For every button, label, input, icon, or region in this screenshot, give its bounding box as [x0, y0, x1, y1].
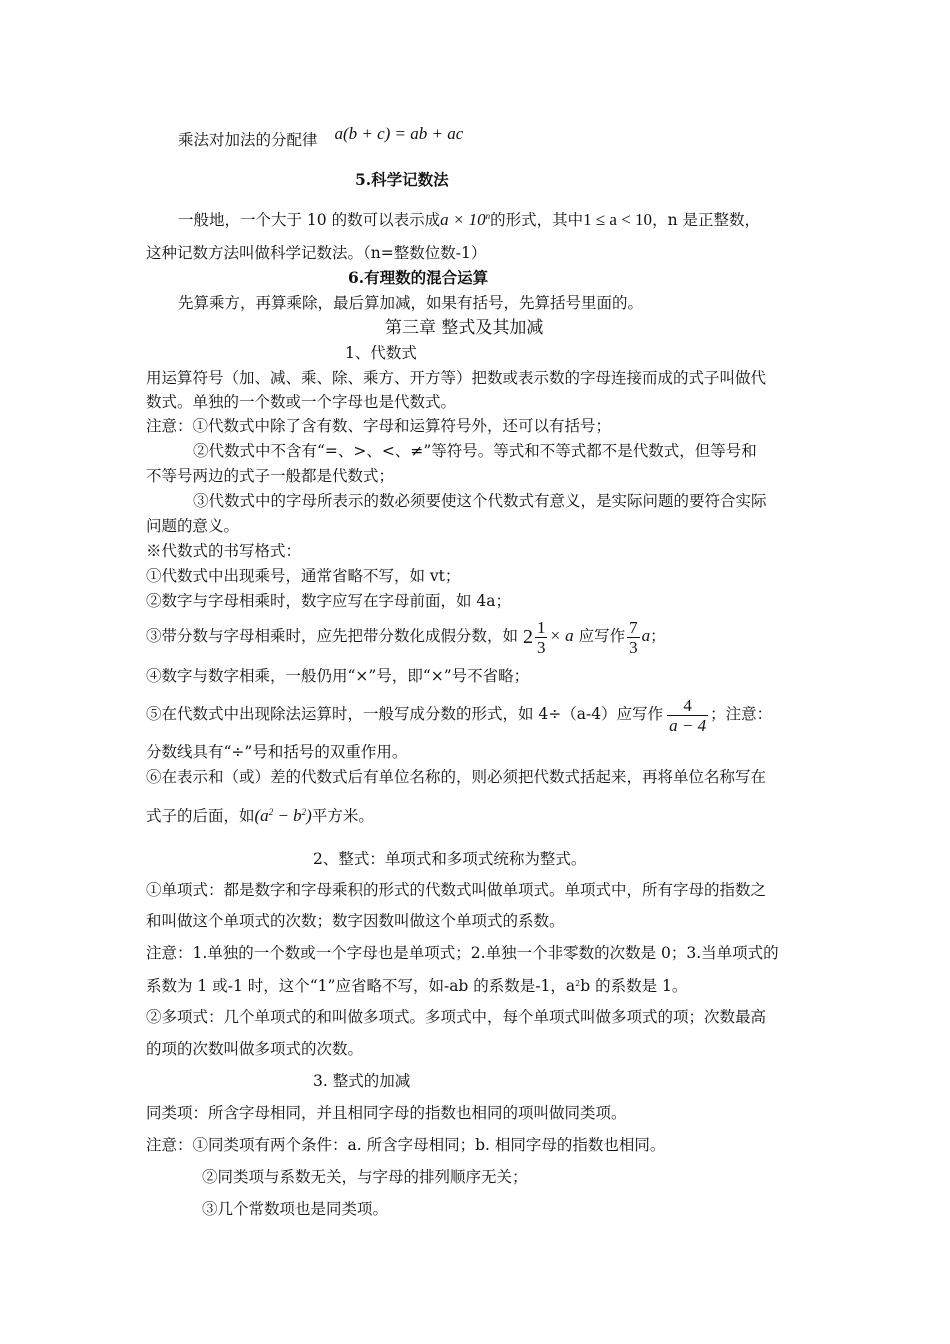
section-heading-addition-subtraction: 3. 整式的加减 [313, 1072, 411, 1090]
monomial-note-text-b: b 的系数是 1。 [580, 977, 688, 995]
algebraic-note1: 注意：①代数式中除了含有数、字母和运算符号外，还可以有括号； [146, 417, 612, 435]
algebraic-note3-line2: 问题的意义。 [146, 517, 240, 535]
improper-numerator: 7 [629, 617, 638, 637]
fraction-numerator: 1 [536, 617, 546, 637]
format-rule4: ④数字与数字相乘，一般仍用“×”号，即“×”号不省略； [146, 667, 530, 685]
monomial-note-exp: 2 [575, 979, 581, 988]
scientific-notation-paragraph-line1 [178, 206, 760, 230]
mixed-number-fraction [535, 618, 548, 657]
mixed-operations-text: 先算乘方，再算乘除，最后算加减，如果有括号，先算括号里面的。 [178, 294, 644, 312]
fraction-denominator: 3 [536, 637, 546, 657]
format-rule3-text-a: ③带分数与字母相乘时，应先把带分数化成假分数，如 [146, 627, 519, 645]
unit-formula-open: (a [254, 806, 269, 825]
polynomial-def-line2: 的项的次数叫做多项式的次数。 [146, 1040, 364, 1058]
section-heading-algebraic-expression: 1、代数式 [345, 344, 417, 362]
format-rule6-text-b: 平方米。 [311, 807, 374, 825]
format-rule5 [146, 692, 772, 736]
division-denominator: a − 4 [669, 715, 707, 735]
mixed-times-a: × a [549, 626, 574, 645]
monomial-def-line1: ①单项式：都是数字和字母乘积的形式的代数式叫做单项式。单项式中，所有字母的指数之 [146, 881, 767, 899]
distributive-law-formula: a(b + c) = ab + ac [334, 124, 464, 143]
monomial-def-line2: 和叫做这个单项式的次数；数字因数叫做这个单项式的系数。 [146, 912, 565, 930]
algebraic-note3-line1: ③代数式中的字母所表示的数必须要使这个代数式有意义，是实际问题的要符合实际 [193, 492, 767, 510]
format-rule5-text-a: ⑤在代数式中出现除法运算时，一般写成分数的形式，如 4÷（a-4）应写作 [146, 705, 664, 723]
format-rule3 [146, 614, 666, 659]
unit-formula-mid: − b [273, 806, 302, 825]
sci-range: 1 ≤ a < 10 [583, 210, 653, 229]
format-rule5-text-b: ；注意： [710, 705, 773, 723]
scientific-notation-paragraph-line2: 这种记数方法叫做科学记数法。（n=整数位数-1） [146, 244, 487, 262]
algebraic-note2-line1: ②代数式中不含有“=、>、<、≠”等符号。等式和不等式都不是代数式，但等号和 [193, 442, 757, 460]
sci-text-b: 的形式，其中 [490, 211, 584, 229]
format-heading: ※代数式的书写格式： [146, 542, 302, 560]
monomial-note-line2 [146, 974, 687, 996]
chapter-title: 第三章 整式及其加减 [385, 318, 544, 338]
format-rule6-text-a: 式子的后面，如 [146, 807, 255, 825]
unit-formula-exp1: 2 [268, 807, 274, 817]
unit-formula-close: ) [306, 806, 312, 825]
like-terms-definition: 同类项：所含字母相同，并且相同字母的指数也相同的项叫做同类项。 [146, 1104, 627, 1122]
algebraic-def-line2: 数式。单独的一个数或一个字母也是代数式。 [146, 393, 457, 411]
format-rule6-line1: ⑥在表示和（或）差的代数式后有单位名称的，则必须把代数式括起来，再将单位名称写在 [146, 768, 767, 786]
format-rule6-line2 [146, 802, 374, 826]
sci-text-a: 一般地，一个大于 10 的数可以表示成 [178, 211, 441, 229]
polynomial-def-line1: ②多项式：几个单项式的和叫做多项式。多项式中，每个单项式叫做多项式的项；次数最高 [146, 1008, 767, 1026]
format-rule5-line2: 分数线具有“÷”号和括号的双重作用。 [146, 743, 408, 761]
section-heading-mixed-operations: 6.有理数的混合运算 [348, 268, 489, 287]
mixed-number-whole: 2 [522, 626, 533, 648]
sci-formula: a × 10 [440, 210, 486, 229]
improper-fraction [627, 618, 640, 657]
monomial-note-line1: 注意：1.单独的一个数或一个字母也是单项式；2.单独一个非零数的次数是 0；3.当单项式的 [146, 944, 779, 962]
section-heading-polynomial: 2、整式：单项式和多项式统称为整式。 [313, 850, 587, 868]
section-heading-scientific-notation: 5.科学记数法 [355, 170, 449, 189]
monomial-note-text-a: 系数为 1 或-1 时，这个“1”应省略不写，如-ab 的系数是-1，a [146, 977, 576, 995]
distributive-law-line [178, 124, 464, 150]
format-rule3-text-c: ； [650, 627, 666, 645]
distributive-law-label: 乘法对加法的分配律 [178, 131, 318, 149]
sci-text-c: ，n 是正整数， [652, 211, 760, 229]
algebraic-def-line1: 用运算符号（加、减、乘、除、乘方、开方等）把数或表示数的字母连接而成的式子叫做代 [146, 369, 767, 387]
division-fraction [667, 696, 708, 735]
like-terms-note2: ②同类项与系数无关，与字母的排列顺序无关； [202, 1168, 528, 1186]
sci-formula-exponent: n [485, 211, 491, 221]
improper-variable: a [641, 626, 651, 645]
format-rule3-text-b: 应写作 [578, 627, 626, 645]
format-rule1: ①代数式中出现乘号，通常省略不写，如 vt； [146, 567, 461, 585]
improper-denominator: 3 [629, 637, 638, 657]
unit-formula-exp2: 2 [301, 807, 307, 817]
division-numerator: 4 [683, 695, 692, 715]
like-terms-note1: 注意：①同类项有两个条件：a. 所含字母相同；b. 相同字母的指数也相同。 [146, 1136, 666, 1154]
format-rule2: ②数字与字母相乘时，数字应写在字母前面，如 4a； [146, 592, 512, 610]
like-terms-note3: ③几个常数项也是同类项。 [202, 1200, 389, 1218]
algebraic-note2-line2: 不等号两边的式子一般都是代数式； [146, 467, 395, 485]
